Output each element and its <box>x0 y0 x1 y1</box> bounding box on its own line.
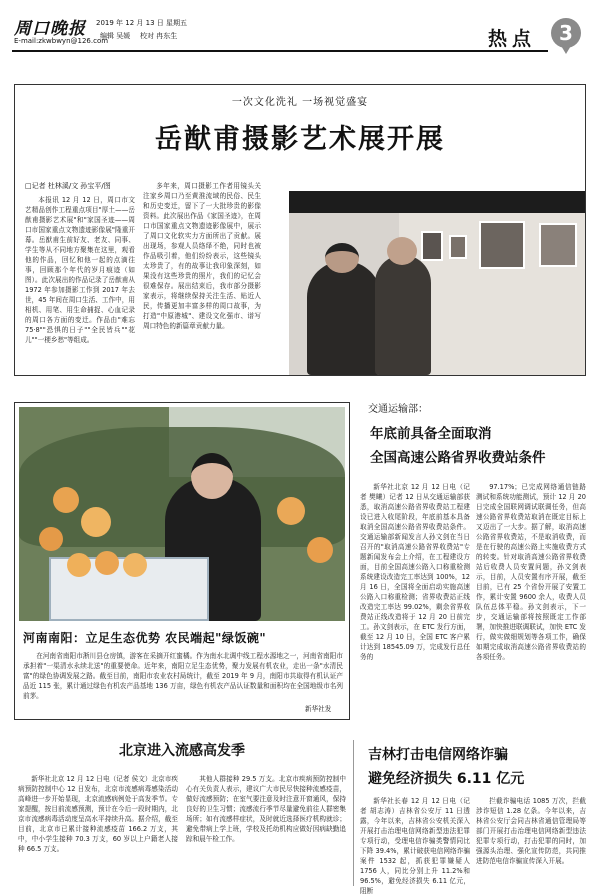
visitor-man-right <box>375 255 431 375</box>
feature-caption-body <box>23 651 343 701</box>
article-paragraph: 拦截诈骗电话 1085 万次，拦截涉诈短信 1.28 亿条。今年以来，吉林省公安厅会同吉林省通信管理局等部门开展打击治理电信网络新型违法犯罪专项行动，打击犯罪的同时，加强源头治理、强化宣传防范，共同推进防范电信诈骗宣传深入开展。 <box>476 797 586 865</box>
orange-orchard-photo <box>19 407 345 621</box>
contact-email: E-mail:zkwbwyn@126.com <box>14 37 109 45</box>
page-number: 3 <box>559 21 573 45</box>
framed-photo-1 <box>421 231 443 261</box>
orange-fruit-1 <box>53 487 79 513</box>
article-headline-line1: 吉林打击电信网络诈骗 <box>368 747 508 763</box>
article-headline: 北京进入流感高发季 <box>119 743 245 759</box>
article-body-col1 <box>18 774 178 886</box>
caption-paragraph: 在河南省南阳市淅川县仓房镇，游客在采摘开红蜜橘。作为南水北调中线工程水源地之一，河南省南阳市承担着"一渠清水永续北送"的重要使命。近年来，南阳立足生态优势，聚力发展有机农业，走出一条"水清民富"的绿色协调发展之路。截至目前，南阳市农业农村局统计，截至 2019 年 9 月，南阳市共取得有机认证产品近 115 张，累计通过绿色有机农产品基地 136 万亩，绿色有机农产品认证数量和面积均在全国地级市名列前茅。 <box>23 652 343 700</box>
article-paragraph: 其他人群接种 29.5 万支。北京市疾病预防控制中心有关负责人表示，建议广大市民尽快接种流感疫苗，做好流感预防；在室气要注意及时注意开窗通风，保持良好的卫生习惯；流感流行季节尽量避免前往人群密集场所；如有流感样症状，及时就近选择医疗机构就诊；避免带病上学上班，学校及托幼机构应做好因病缺勤追踪和晨午检工作。 <box>186 775 346 843</box>
crate-orange-2 <box>95 551 119 575</box>
crate-orange-1 <box>67 553 91 577</box>
nanyang-feature <box>14 402 350 720</box>
crate-orange-3 <box>123 553 147 577</box>
visitor-man-left <box>307 261 381 375</box>
page-number-pointer <box>560 44 572 54</box>
feature-caption-title: 河南南阳：立足生态优势 农民端起"绿饭碗" <box>23 631 267 645</box>
framed-photo-3 <box>479 221 525 269</box>
article-body-col2 <box>143 181 261 371</box>
visitor-head-left <box>325 243 359 273</box>
article-paragraph: 多年来，周口摄影工作者用镜头关注家乡周口乃至黄淮流域的民俗、民生和历史变迁，留下了一大批珍贵的影像资料。此次展出作品《家国圣迹》，在周口市国家重点文物遗迹影像展中，展示了周口文化软实力方面所出了贡献。展出现场，参观人员络绎不绝，同时也被作品吸引着，他们纷纷表示，这些镜头太珍贵了，有的故事让我印象深刻，如果没有这些珍贵的照片，我们的记忆会很难保存。展出结束后，我市部分摄影家表示，将继续保持关注生活、贴近人民，传播更加丰富多样的周口故事，为打造"中原港城"、建设文化强市、谱写周口特色的新篇章贡献力量。 <box>143 182 261 330</box>
article-headline-line2: 避免经济损失 6.11 亿元 <box>368 771 525 787</box>
article-paragraph: 本报讯 12 月 12 日，周口市文艺精品创作工程重点项目"厚土——岳猷甫摄影艺术展"和"家国圣迹——周口市国家重点文物遗迹影像展"隆重开幕。岳猷甫生前好友、老友、同事、学生等从不同地方聚集在这里，观看他的作品，回忆和他一起的点滴往事，回顾那个年代的岁月痕迹（如图）。此次展出的作品记录了岳猷甫从 1972 年参加摄影工作到 2017 年去世，45 年间在周口生活、工作中，用相机、用笔、用生命捕捉、心血记录的周口各方面的变迁。作品由"难忘 75·8""恐惧的日子""全民皆兵""花儿""一梗乡愁"等组成。 <box>25 196 135 344</box>
header-rule <box>12 50 548 52</box>
article-headline-line1: 年底前具备全面取消 <box>370 426 492 442</box>
exhibition-photo <box>289 191 585 375</box>
flu-season-article <box>14 732 350 890</box>
orange-fruit-5 <box>307 537 333 563</box>
article-body-col1 <box>25 195 135 371</box>
masthead <box>0 0 600 60</box>
ceiling-arch <box>289 191 585 213</box>
proofreader-label: 校对 冉东生 <box>140 32 178 40</box>
article-paragraph: 新华社北京 12 月 12 日电（记者 侯文）北京市疾病预防控制中心 12 日发布，北京市流感病毒感染活动高峰进一步开始显现，北京流感病例处于高发季节。专家提醒，按目前流感预测，预计在今后一段时期内，北京市流感病毒活动度呈高水平持续升高。据介绍，截至目前，北京市已累计接种流感疫苗 166.2 万支，其中，中小学生接种 70.3 万支，60 岁以上户籍老人接种 66.5 万支。 <box>18 775 178 853</box>
article-body-col1 <box>360 796 470 895</box>
farmer-face <box>191 453 233 499</box>
photo-exhibition-article <box>14 84 586 376</box>
article-headline: 岳猷甫摄影艺术展开展 <box>155 124 445 155</box>
newspaper-logo: 周口晚报 <box>14 19 86 39</box>
editor-label: 编辑 吴媛 <box>100 32 131 40</box>
article-body-col2 <box>186 774 346 886</box>
article-body-col1 <box>360 482 470 724</box>
orange-fruit-3 <box>39 527 63 551</box>
article-paragraph: 新华社长春 12 月 12 日电（记者 胡志涛）吉林省公安厅 11 日透露，今年以来，吉林省公安机关深入开展打击治理电信网络新型违法犯罪专项行动，受理电信诈骗类警情同比下降 39.4%，累计破获电信网络诈骗案件 1532 起，抓获犯罪嫌疑人 1756 人，同比分别上升 11.2%和 96.5%，避免经济损失 6.11 亿元，阻断 <box>360 797 470 895</box>
article-headline-line2: 全国高速公路省界收费站条件 <box>370 450 546 466</box>
issue-date: 2019 年 12 月 13 日 星期五 <box>96 19 187 27</box>
orange-fruit-4 <box>277 497 305 525</box>
article-paragraph: 新华社北京 12 月 12 日电（记者 樊曦）记者 12 日从交通运输部获悉，取消高速公路省界收费站工程建设已进入收尾阶段，年底前基本具备取消全国高速公路省界收费站条件。交通运输部新闻发言人孙文剑在当日召开的"取消高速公路省界收费站"专题新闻发布会上介绍，在工程建设方面，目前全国高速公路入口称重检测系统建设改造完工率达到 100%，12 月 16 日，全国将全面启动实施高速公路入口称重检测；省界收费站正线改造完工率达 99.02%，剩余省界收费站正线改造将于 12 月 20 日前完工。孙文剑表示，在 ETC 发行方面，截至 12 月 10 日，全国 ETC 客户累计达到 18545.09 万，完成发行总任务的 <box>360 483 470 661</box>
visitor-head-right <box>387 237 417 265</box>
article-kicker: 一次文化洗礼 一场视觉盛宴 <box>231 97 369 108</box>
telecom-fraud-article <box>358 732 588 895</box>
column-divider <box>353 740 354 886</box>
framed-photo-4 <box>539 223 577 267</box>
orange-fruit-2 <box>81 507 111 537</box>
toll-station-article <box>358 398 588 728</box>
article-paragraph: 97.17%；已完成网络通信链路测试和系统功能测试，预计 12 月 20 日完成全国联网调试联调任务，但高速公路省界收费站取消在既定目标上又迈出了一大步。据了解，取消高速公路省界收费站，不是取消收费，而是在行驶的高速公路上实施收费方式的转变。针对取消高速公路省界收费站后收费人员安置问题，孙文剑表示，目前，人员安置有序开展，截至目前，已有 25 个省份开展了安置工作，累计安置 9600 余人，收费人员队伍总体平稳。孙文剑表示，下一步，交通运输部将按照既定工作部署，加快推进联调联试，加快 ETC 发行，做实做细规划等各项工作，确保如期完成取消高速公路省界收费站的各项任务。 <box>476 483 586 661</box>
article-kicker: 交通运输部： <box>368 404 428 415</box>
feature-credit: 新华社发 <box>305 705 332 713</box>
article-body-col2 <box>476 796 586 888</box>
article-body-col2 <box>476 482 586 724</box>
article-byline: □记者 杜林溪/文 孙宝平/图 <box>25 182 111 190</box>
framed-photo-2 <box>449 235 467 259</box>
section-name: 热点 <box>488 28 537 50</box>
